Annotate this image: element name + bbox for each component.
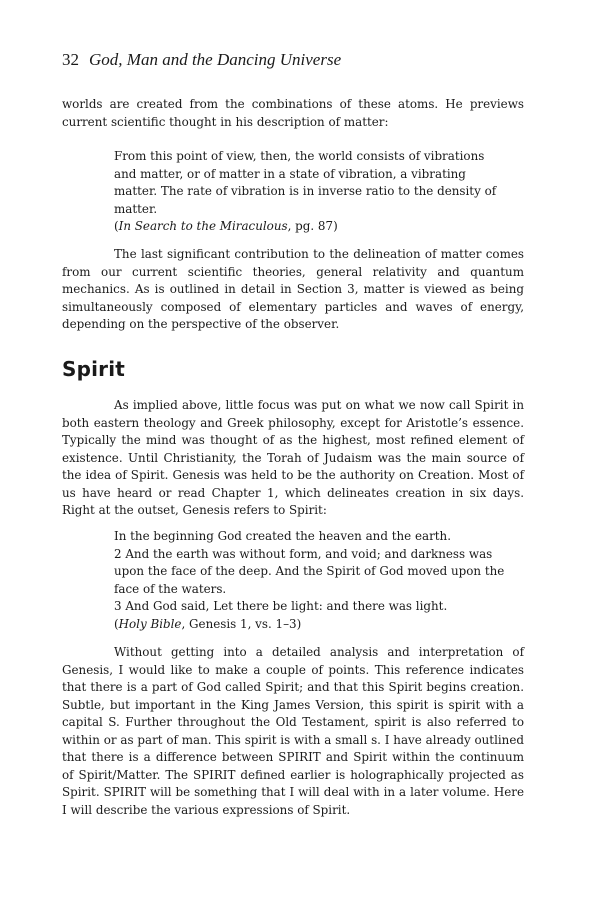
block-quote-genesis — [114, 528, 508, 633]
quote-citation: (In Search to the Miraculous, pg. 87) — [114, 219, 338, 233]
page-number: 32 — [62, 50, 79, 69]
citation-title: Holy Bible — [118, 616, 182, 631]
paragraph-spirit-intro: As implied above, little focus was put on what we now call Spirit in both eastern theology and Greek philosophy, except for Aristotle’s essence. Typically the mind was thought of as the highest, most refined element of existence. Until Christianity, the Torah of Judaism was the main source of the idea of Spirit. Genesis was held to be the authority on Creation. Most of us have heard or read Chapter 1, which delineates creation in six days. Right at the outset, Genesis refers to Spirit: — [62, 398, 524, 517]
section-heading-spirit: Spirit — [62, 357, 126, 381]
quote-line-2: 2 And the earth was without form, and void; and darkness was upon the face of the deep. And the Spirit of God moved upon the face of the waters. — [114, 546, 505, 596]
paragraph-continuation: worlds are created from the combinations of these atoms. He previews current scientific thought in his description of matter: — [62, 97, 524, 129]
quote-line-1: In the beginning God created the heaven and the earth. — [114, 529, 451, 543]
running-header — [62, 50, 341, 70]
citation-title: In Search to the Miraculous — [118, 219, 288, 233]
block-quote-ouspensky — [114, 148, 508, 236]
paragraph-matter-theories: The last significant contribution to the delineation of matter comes from our current scientific theories, general relativity and quantum mechanics. As is outlined in detail in Section 3, matter is viewed as being simultaneously composed of elementary particles and waves of energy, depending on the perspective of the observer. — [62, 247, 524, 331]
quote-citation: (Holy Bible, Genesis 1, vs. 1–3) — [114, 616, 302, 631]
quote-line-3: 3 And God said, Let there be light: and there was light. — [114, 599, 448, 613]
paragraph-genesis-analysis: Without getting into a detailed analysis and interpretation of Genesis, I would like to make a couple of points. This reference indicates that there is a part of God called Spirit; and that this Spirit begins creation. Subtle, but important in the King James Version, this spirit is spirit with a capital S. Further throughout the Old Testament, spirit is also referred to within or as part of man. This spirit is with a small s. I have already outlined that there is a difference between SPIRIT and Spirit within the continuum of Spirit/Matter. The SPIRIT defined earlier is holographically projected as Spirit. SPIRIT will be something that I will deal with in a later volume. Here I will describe the various expressions of Spirit. — [62, 645, 524, 817]
book-title: God, Man and the Dancing Universe — [89, 50, 342, 69]
quote-text: From this point of view, then, the world consists of vibrations and matter, or of matter in a state of vibration, a vibrating matter. The rate of vibration is in inverse ratio to the density of matter. — [114, 149, 497, 216]
